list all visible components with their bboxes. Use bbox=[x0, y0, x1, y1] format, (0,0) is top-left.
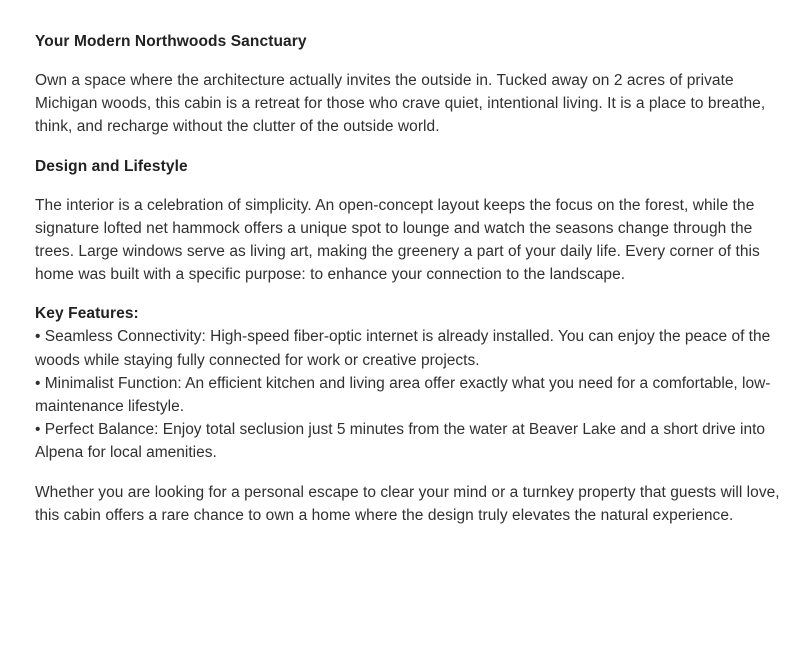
feature-text: Minimalist Function: An efficient kitchen and living area offer exactly what you need for a comfortable, low-maintenance lifestyle. bbox=[35, 374, 771, 416]
feature-item-balance bbox=[35, 418, 780, 464]
design-heading: Design and Lifestyle bbox=[35, 157, 188, 175]
feature-text: Perfect Balance: Enjoy total seclusion just 5 minutes from the water at Beaver Lake and a short drive into Alpena for local amenities. bbox=[35, 421, 766, 462]
design-paragraph: The interior is a celebration of simplicity. An open-concept layout keeps the focus on the forest, while the signature lofted net hammock offers a unique spot to lounge and watch the seasons change through the trees. Large windows serve as living art, making the greenery a part of your daily life. Every corner of this home was built with a specific purpose: to enhance your connection to the landscape. bbox=[35, 196, 760, 284]
intro-paragraph: Own a space where the architecture actually invites the outside in. Tucked away on 2 acres of private Michigan woods, this cabin is a retreat for those who crave quiet, intentional living. It is a place to breathe, think, and recharge without the clutter of the outside world. bbox=[35, 72, 766, 136]
feature-text: Seamless Connectivity: High-speed fiber-optic internet is already installed. You can enjoy the peace of the woods while staying fully connected for work or creative projects. bbox=[35, 328, 771, 369]
bullet-icon: • bbox=[35, 328, 41, 346]
listing-title: Your Modern Northwoods Sanctuary bbox=[35, 33, 307, 50]
bullet-icon: • bbox=[35, 374, 41, 392]
feature-item-connectivity bbox=[35, 325, 780, 371]
closing-paragraph: Whether you are looking for a personal escape to clear your mind or a turnkey property that guests will love, this cabin offers a rare chance to own a home where the design truly elevates the natural experience. bbox=[35, 483, 780, 524]
features-heading: Key Features: bbox=[35, 305, 139, 323]
feature-item-minimalist bbox=[35, 372, 780, 418]
listing-description bbox=[35, 30, 780, 527]
bullet-icon: • bbox=[35, 421, 41, 439]
